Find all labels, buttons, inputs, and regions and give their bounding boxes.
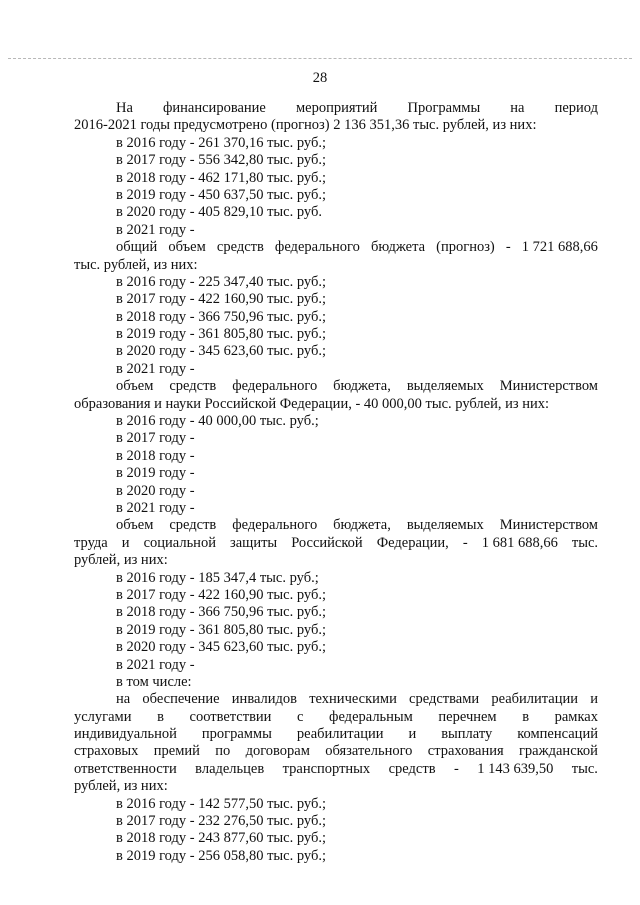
word: -: [462, 534, 468, 551]
word: Федерации,: [376, 534, 449, 551]
word: выплату: [441, 726, 493, 743]
word: перечнем: [438, 708, 497, 725]
year-line: в 2019 году - 361 805,80 тыс. руб.;: [116, 621, 327, 638]
word: труда: [74, 534, 108, 551]
word: премий: [153, 743, 200, 760]
year-line: в 2020 году -: [116, 482, 195, 499]
year-line: в 2019 году - 256 058,80 тыс. руб.;: [116, 847, 327, 864]
word: рамках: [554, 708, 598, 725]
word: -: [453, 760, 459, 777]
word: период: [554, 100, 598, 116]
word: средств: [216, 239, 264, 256]
word: инвалидов: [231, 691, 298, 708]
word: в: [522, 708, 530, 725]
federal-line-1: [74, 239, 598, 256]
year-line: в 2020 году - 405 829,10 тыс. руб.: [116, 204, 322, 221]
word: федерального: [232, 517, 318, 534]
intro-line-2: 2016-2021 годы предусмотрено (прогноз) 2 136 351,36 тыс. рублей, из них:: [74, 117, 537, 134]
word: Министерством: [499, 517, 598, 534]
word: обязательного: [325, 743, 413, 760]
year-line: в 2019 году -: [116, 465, 195, 482]
word: и: [121, 534, 130, 551]
word: (прогноз): [436, 239, 495, 256]
word: Программы: [407, 100, 481, 116]
including-label: в том числе:: [116, 673, 192, 690]
word: программы: [201, 726, 272, 743]
word: бюджета,: [333, 517, 391, 534]
word: ответственности: [74, 760, 177, 777]
year-line: в 2018 году - 366 750,96 тыс. руб.;: [116, 308, 327, 325]
word: средствами: [409, 691, 480, 708]
word: компенсаций: [517, 726, 598, 743]
word: средств: [169, 517, 217, 534]
word: 1 681 688,66: [481, 534, 558, 551]
word: на: [510, 100, 525, 116]
year-line: в 2019 году - 450 637,50 тыс. руб.;: [116, 186, 327, 203]
word: средств: [169, 378, 217, 395]
year-line: в 2018 году - 243 877,60 тыс. руб.;: [116, 830, 327, 847]
year-line: в 2021 году -: [116, 221, 195, 238]
word: соответствии: [189, 708, 272, 725]
word: бюджета,: [333, 378, 391, 395]
year-line: в 2016 году - 225 347,40 тыс. руб.;: [116, 273, 327, 290]
word: финансирование: [163, 100, 266, 116]
year-line: в 2016 году - 40 000,00 тыс. руб.;: [116, 413, 319, 430]
word: федеральным: [329, 708, 413, 725]
word: тыс.: [571, 534, 598, 551]
year-line: в 2017 году - 422 160,90 тыс. руб.;: [116, 291, 327, 308]
disability-line-1: [74, 691, 598, 708]
year-line: в 2016 году - 261 370,16 тыс. руб.;: [116, 134, 327, 151]
federal-line-2: тыс. рублей, из них:: [74, 256, 198, 273]
disability-line-3: [74, 726, 598, 743]
word: по: [215, 743, 231, 760]
word: реабилитации: [491, 691, 579, 708]
labor-line-3: рублей, из них:: [74, 552, 168, 569]
disability-line-6: рублей, из них:: [74, 778, 168, 795]
word: выделяемых: [406, 378, 484, 395]
word: социальной: [143, 534, 216, 551]
word: Министерством: [499, 378, 598, 395]
word: защиты: [229, 534, 278, 551]
word: договорам: [245, 743, 310, 760]
year-line: в 2020 году - 345 623,60 тыс. руб.;: [116, 343, 327, 360]
word: техническими: [309, 691, 397, 708]
year-line: в 2021 году -: [116, 360, 195, 377]
word: федерального: [274, 239, 360, 256]
word: владельцев: [195, 760, 265, 777]
word: выделяемых: [406, 517, 484, 534]
word: с: [297, 708, 304, 725]
disability-line-2: [74, 709, 598, 726]
word: общий: [116, 239, 158, 256]
word: гражданской: [518, 743, 598, 760]
labor-line-1: [74, 517, 598, 534]
word: транспортных: [282, 760, 371, 777]
word: На: [116, 100, 133, 116]
word: страховых: [74, 743, 139, 760]
page-number: 28: [312, 70, 328, 86]
word: Российской: [291, 534, 363, 551]
year-line: в 2018 году -: [116, 447, 195, 464]
year-line: в 2020 году - 345 623,60 тыс. руб.;: [116, 639, 327, 656]
word: бюджета: [370, 239, 426, 256]
word: объем: [168, 239, 206, 256]
document-body: [74, 100, 598, 865]
year-line: в 2021 году -: [116, 499, 195, 516]
word: тыс.: [571, 760, 598, 777]
year-line: в 2018 году - 462 171,80 тыс. руб.;: [116, 169, 327, 186]
year-line: в 2018 году - 366 750,96 тыс. руб.;: [116, 604, 327, 621]
year-line: в 2017 году - 422 160,90 тыс. руб.;: [116, 586, 327, 603]
word: на: [116, 691, 131, 708]
year-line: в 2021 году -: [116, 656, 195, 673]
word: обеспечение: [142, 691, 220, 708]
word: индивидуальной: [74, 726, 177, 743]
word: федерального: [232, 378, 318, 395]
year-line: в 2017 году -: [116, 430, 195, 447]
word: 1 143 639,50: [477, 760, 554, 777]
disability-line-4: [74, 743, 598, 760]
word: в: [157, 708, 164, 725]
year-line: в 2016 году - 142 577,50 тыс. руб.;: [116, 795, 327, 812]
year-line: в 2019 году - 361 805,80 тыс. руб.;: [116, 326, 327, 343]
word: мероприятий: [295, 100, 378, 116]
word: средств: [388, 760, 436, 777]
year-line: в 2017 году - 556 342,80 тыс. руб.;: [116, 152, 327, 169]
word: реабилитации: [296, 726, 384, 743]
education-line-1: [74, 378, 598, 395]
intro-line-1: [74, 100, 598, 117]
word: услугами: [74, 708, 132, 725]
page-top-rule: [8, 58, 632, 59]
word: объем: [116, 378, 154, 395]
year-line: в 2017 году - 232 276,50 тыс. руб.;: [116, 813, 327, 830]
education-line-2: образования и науки Российской Федерации, - 40 000,00 тыс. рублей, из них:: [74, 395, 550, 412]
word: 1 721 688,66: [521, 239, 598, 256]
word: -: [505, 239, 511, 256]
word: и: [590, 691, 598, 708]
labor-line-2: [74, 535, 598, 552]
year-line: в 2016 году - 185 347,4 тыс. руб.;: [116, 569, 319, 586]
disability-line-5: [74, 761, 598, 778]
word: объем: [116, 517, 154, 534]
word: и: [408, 726, 417, 743]
word: страхования: [427, 743, 504, 760]
